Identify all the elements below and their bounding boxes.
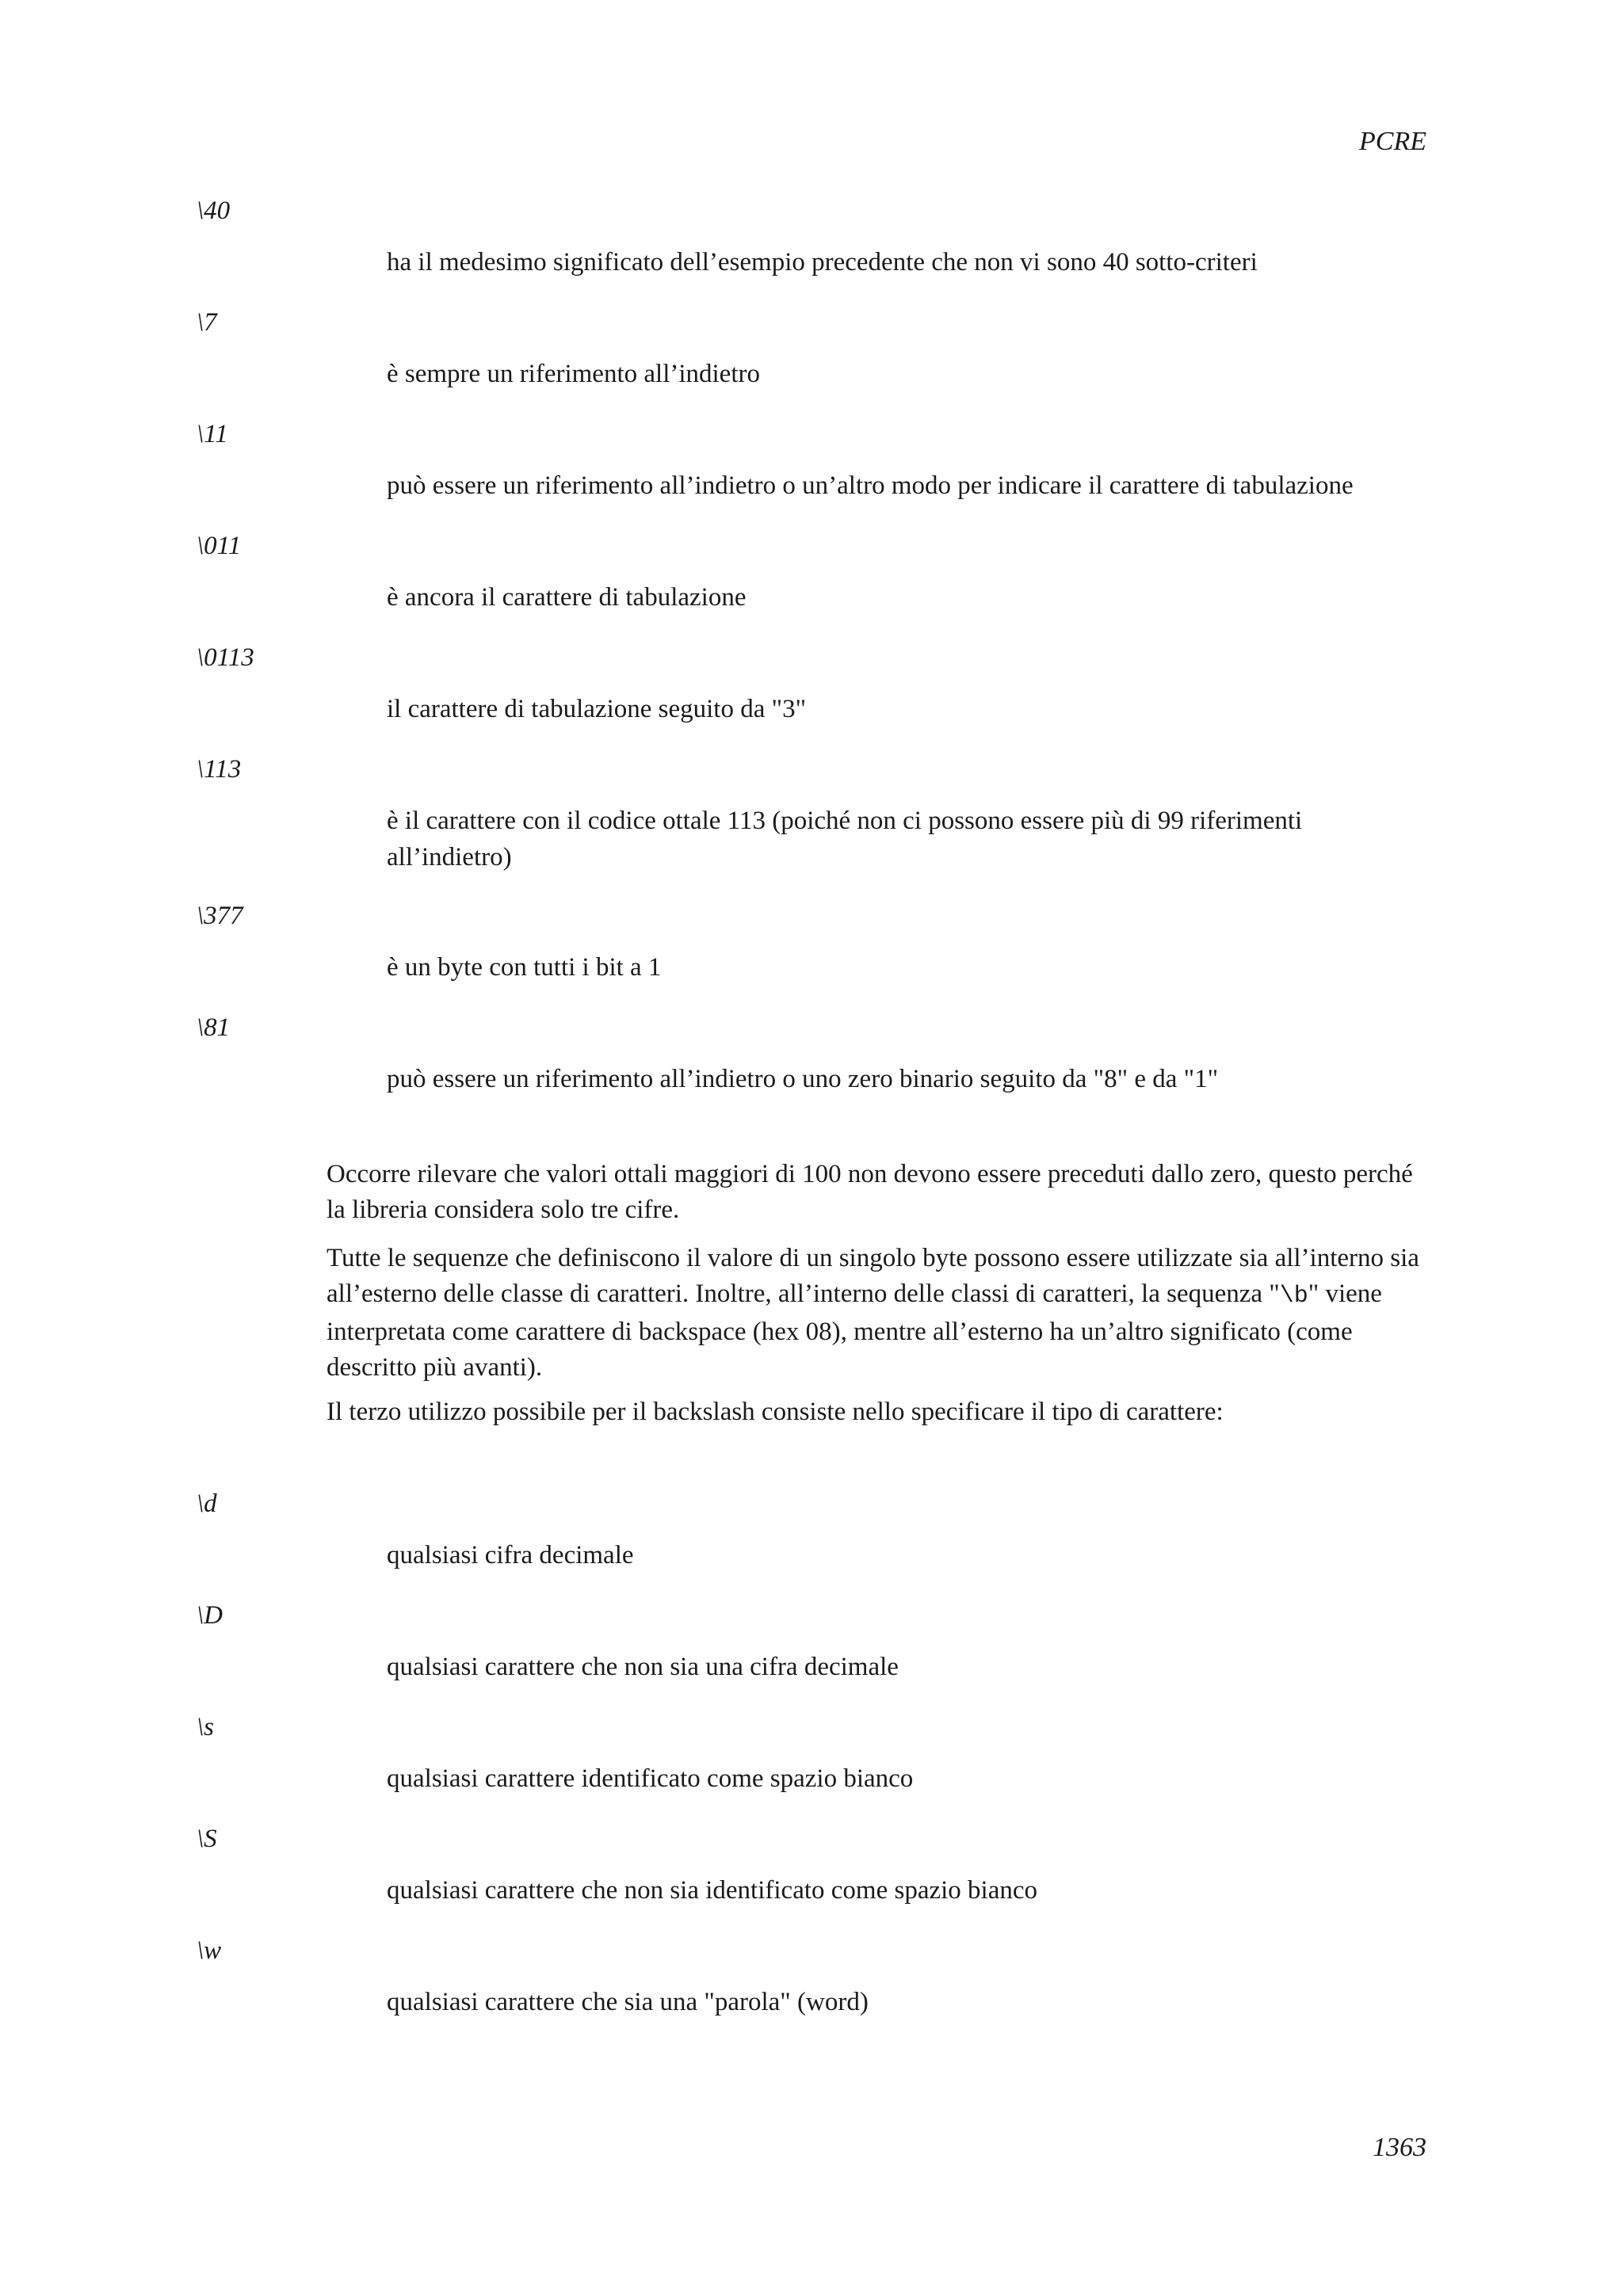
definition-non-digit: qualsiasi carattere che non sia una cifra decimale: [387, 1653, 899, 1681]
definition-octal-011: è ancora il carattere di tabulazione: [387, 583, 747, 612]
definition-digit: qualsiasi cifra decimale: [387, 1541, 634, 1569]
paragraph-octal-note: Occorre rilevare che valori ottali maggiori di 100 non devono essere preceduti dallo zero, questo perché la libreria considera solo tre cifre.: [327, 1160, 1413, 1224]
term-octal-011: \011: [197, 532, 242, 560]
page-number: 1363: [1373, 2133, 1426, 2162]
term-octal-11: \11: [197, 420, 228, 448]
paragraph-byte-sequences-text: Tutte le sequenze che definiscono il valore di un singolo byte possono essere utilizzate sia all’interno sia all’esterno delle classe di caratteri. Inoltre, all’interno delle classi di caratteri, la sequenza ": [327, 1244, 1419, 1308]
term-whitespace: \s: [197, 1713, 215, 1741]
term-octal-81: \81: [197, 1013, 231, 1042]
term-octal-40: \40: [197, 196, 231, 225]
definition-whitespace: qualsiasi carattere identificato come spazio bianco: [387, 1764, 914, 1793]
definition-word: qualsiasi carattere che sia una "parola" (word): [387, 1988, 869, 2016]
paragraph-byte-sequences: [327, 1241, 1436, 1386]
definition-octal-11: può essere un riferimento all’indietro o un’altro modo per indicare il carattere di tabulazione: [387, 471, 1354, 500]
definition-octal-113: è il carattere con il codice ottale 113 (poiché non ci possono essere più di 99 riferimenti all’indietro): [387, 807, 1303, 871]
paragraph-char-types-intro: Il terzo utilizzo possibile per il backslash consiste nello specificare il tipo di carattere:: [327, 1398, 1224, 1426]
term-octal-113: \113: [197, 755, 242, 784]
paragraph-byte-sequences-text-end: " viene interpretata come carattere di backspace (hex 08), mentre all’esterno ha un’altro significato (come descritto più avanti).: [327, 1280, 1382, 1382]
definition-octal-7: è sempre un riferimento all’indietro: [387, 360, 760, 388]
term-non-whitespace: \S: [197, 1825, 217, 1853]
definition-octal-377: è un byte con tutti i bit a 1: [387, 953, 662, 982]
term-digit: \d: [197, 1489, 217, 1518]
term-octal-377: \377: [197, 902, 243, 930]
term-octal-7: \7: [197, 308, 217, 337]
definition-non-whitespace: qualsiasi carattere che non sia identificato come spazio bianco: [387, 1876, 1037, 1905]
running-header: PCRE: [1359, 127, 1426, 156]
definition-octal-81: può essere un riferimento all’indietro o uno zero binario seguito da "8" e da "1": [387, 1065, 1219, 1093]
definition-octal-40: ha il medesimo significato dell’esempio precedente che non vi sono 40 sotto-criteri: [387, 248, 1258, 277]
term-octal-0113: \0113: [197, 643, 254, 672]
term-non-digit: \D: [197, 1601, 223, 1630]
inline-code-backspace: \b: [1279, 1283, 1308, 1310]
definition-octal-0113: il carattere di tabulazione seguito da "3": [387, 695, 807, 723]
term-word: \w: [197, 1936, 222, 1965]
